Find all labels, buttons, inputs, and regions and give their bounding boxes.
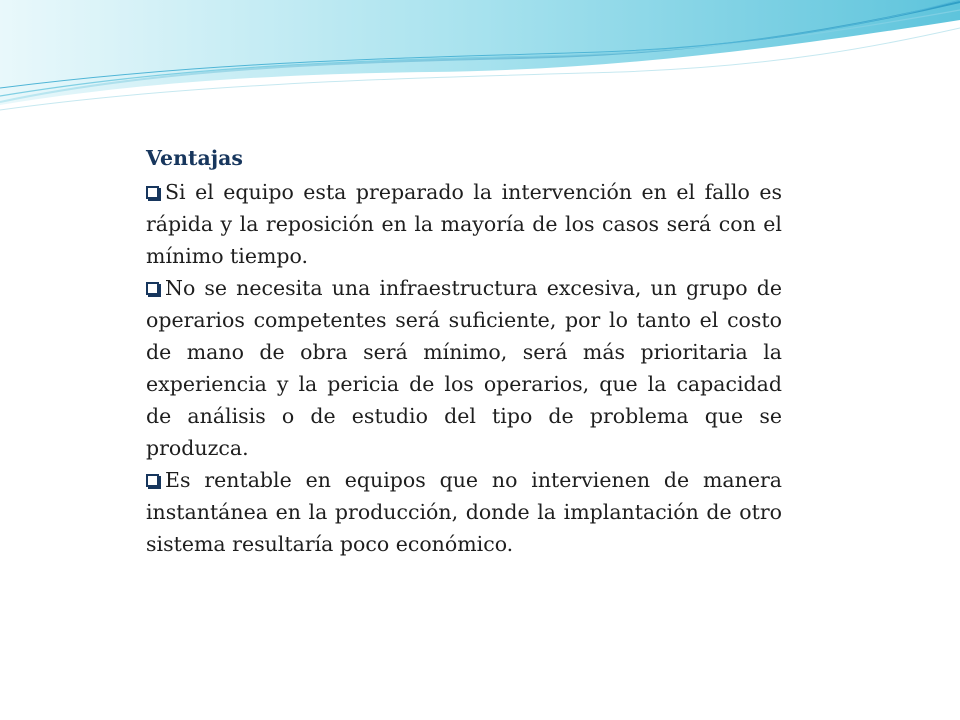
checkbox-bullet-icon xyxy=(146,186,159,199)
wave-fill xyxy=(0,0,960,105)
bullet-text-2: No se necesita una infraestructura excesiva, un grupo de operarios competentes será suficiente, por lo tanto el costo de mano de obra será mínimo, será más prioritaria la experiencia y la pericia de los operarios, que la capacidad de análisis o de estudio del tipo de problema que se produzca. xyxy=(146,276,782,460)
bullet-text-1: Si el equipo esta preparado la intervención en el fallo es rápida y la reposición en la mayoría de los casos será con el mínimo tiempo. xyxy=(146,180,782,268)
bullet-item-3 xyxy=(146,464,782,560)
bullet-item-1 xyxy=(146,176,782,272)
checkbox-bullet-icon xyxy=(146,282,159,295)
bullet-text-3: Es rentable en equipos que no intervienen de manera instantánea en la producción, donde la implantación de otro sistema resultaría poco económico. xyxy=(146,468,782,556)
bullet-item-2 xyxy=(146,272,782,464)
section-heading: Ventajas xyxy=(146,146,243,170)
decorative-wave-header xyxy=(0,0,960,130)
content-block xyxy=(146,140,782,560)
checkbox-bullet-icon xyxy=(146,474,159,487)
